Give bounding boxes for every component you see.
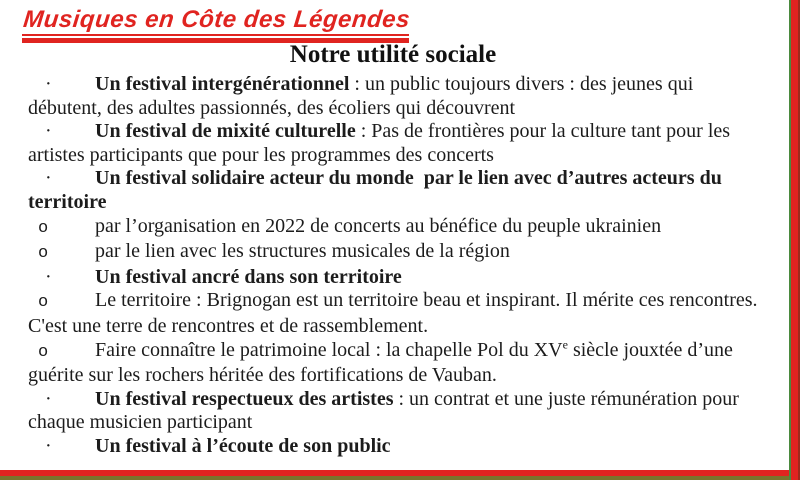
dot-bullet: ·: [45, 265, 52, 288]
list-item: [28, 73, 768, 120]
list-item: [28, 167, 768, 214]
circle-bullet: o: [38, 218, 49, 238]
circle-bullet: o: [38, 244, 49, 264]
brand-underline-thin: [22, 34, 409, 36]
item-text: : un public toujours divers : des jeunes qui débutent, des adultes passionnés, des écoliers qui découvrent: [28, 73, 699, 119]
item-lead-bold: Un festival ancré dans son territoire: [95, 265, 402, 288]
item-text: Faire connaître le patrimoine local : la chapelle Pol du XV: [95, 338, 563, 361]
item-text: Le territoire : Brignogan est un territoire beau et inspirant. Il mérite ces rencontres. C'est une terre de rencontres et de rassemblement.: [28, 289, 763, 337]
item-text: par le lien avec les structures musicales de la région: [95, 240, 510, 263]
circle-bullet: o: [38, 342, 49, 362]
item-text: e: [562, 336, 568, 351]
bottom-border-olive: [0, 476, 800, 480]
item-text: par l’organisation en 2022 de concerts au bénéfice du peuple ukrainien: [95, 214, 662, 237]
page-title: Notre utilité sociale: [289, 41, 497, 68]
item-lead-bold: Un festival respectueux des artistes: [95, 387, 394, 410]
right-border-red: [791, 0, 800, 480]
list-item: [28, 289, 768, 338]
item-lead-bold: Un festival à l’écoute de son public: [95, 434, 391, 457]
brand-header: [22, 6, 412, 43]
list-item: [28, 435, 768, 459]
item-text: siècle jouxtée d’une guérite sur les rochers héritée des fortifications de Vauban.: [28, 338, 738, 387]
dot-bullet: ·: [45, 120, 52, 143]
bullet-list: [28, 73, 768, 459]
dot-bullet: ·: [45, 167, 52, 190]
item-text: : Pas de frontières pour la culture tant pour les artistes participants que pour les programmes des concerts: [28, 120, 736, 166]
brand-title: Musiques en Côte des Légendes: [22, 6, 412, 33]
item-lead-bold: Un festival solidaire acteur du monde par le lien avec d’autres acteurs du territoire: [28, 167, 727, 213]
list-item: [28, 215, 768, 241]
item-text: : un contrat et une juste rémunération pour chaque musicien participant: [28, 387, 744, 434]
dot-bullet: ·: [45, 387, 52, 410]
dot-bullet: ·: [45, 434, 52, 457]
item-lead-bold: Un festival de mixité culturelle: [95, 120, 356, 143]
bottom-border: [0, 470, 800, 480]
circle-bullet: o: [38, 293, 49, 313]
right-border: [789, 0, 800, 480]
item-lead-bold: Un festival intergénérationnel: [95, 73, 350, 95]
list-item: [28, 240, 768, 266]
list-item: [28, 336, 768, 388]
list-item: [28, 388, 768, 435]
dot-bullet: ·: [45, 73, 52, 95]
list-item: [28, 266, 768, 290]
list-item: [28, 120, 768, 167]
